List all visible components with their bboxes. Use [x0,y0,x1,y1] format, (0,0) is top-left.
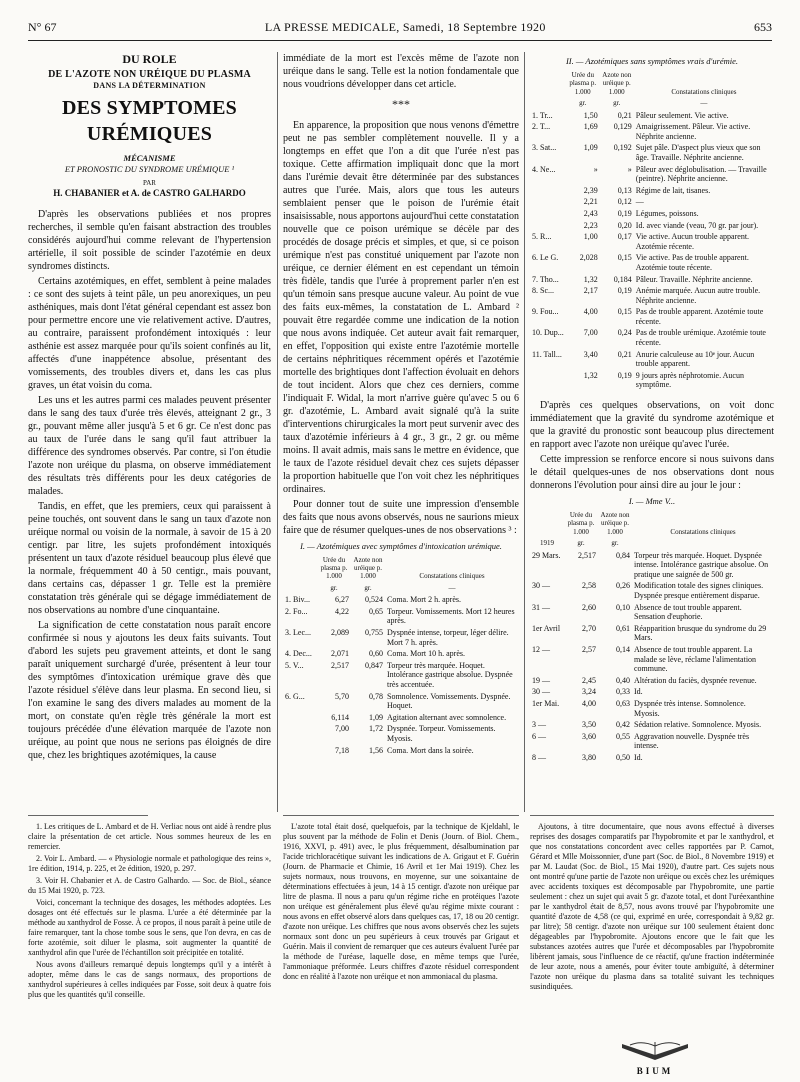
clinical-cell: Absence de tout trouble apparent. Sensation d'euphorie. [634,602,742,622]
value-cell: 6,114 [331,712,349,722]
table-row [283,594,519,606]
patient-cell: 5. V... [285,660,304,670]
column-2 [283,52,519,812]
value-cell: 0,78 [369,691,383,701]
patient-cell: 1. Tr... [532,110,553,120]
patient-cell: 6. G... [285,691,305,701]
value-cell: 0,26 [616,581,630,591]
value-cell: 0,184 [613,274,632,284]
clinical-cell: Id. avec viande (veau, 70 gr. par jour). [635,220,759,230]
clinical-cell: Dyspnée très intense. Somnolence. Myosis. [634,698,746,718]
table-row [530,752,774,764]
clinical-cell: Torpeur très marquée. Hoquet. Dyspnée intense. Intolérance gastrique absolue. On pratique une saignée de 500 gr. [634,550,769,579]
clinical-cell: Somnolence. Vomissements. Dyspnée. Hoquet. [387,691,511,711]
table-header-cell: Azote non uréique p. 1.000 [600,511,630,536]
table-row [530,731,774,752]
value-cell: 0,21 [617,110,632,120]
clinical-cell: Vie active. Aucun trouble apparent. Azotémie récente. [635,232,750,251]
value-cell: 4,00 [582,698,596,708]
issue-number: N° 67 [28,20,57,34]
patient-cell: 3. Lec... [285,627,311,637]
table-unit-cell: — [700,99,708,108]
page-number: 653 [753,20,772,34]
value-cell: 2,517 [578,550,596,560]
paragraph: Cette impression se renforce encore si nous suivons dans le détail quelques-unes de nos observations dont nous donnerons l'évolution pour ainsi dire au jour le jour : [530,454,774,492]
clinical-cell: Régime de lait, tisanes. [635,185,711,195]
footnote: Ajoutons, à titre documentaire, que nous avons effectué à diverses reprises des dosages comparatifs par l'hypobromite et par le xanthydrol, et que nos constatations concordent avec celles rapportées par P. Carnot, Gérard et Mlle Moissonnier, d'une part (Soc. de Biol., 8 Novembre 1919) et par M. Laudat (Soc. de Biol., 15 Mai 1920), d'autre part. Ces sujets nous ont montré qu'une partie de l'azote non uréique ou excès chez les urémiques avec accidents toxiques est décomposable par l'hypobromite, une partie seulement : chez un sujet qui avait 5 gr. d'azote total, et dont l'uréexanthine par le xanthydrol était de 8,57, nous avons trouvé par l'hypobromite une quantité d'azote de 4,58 (ce qui, exprimé en urée, correspondait à 9,82 gr. par litre); 58 centigr. d'azote non uréique sur 100 seulement étaient donc dégageables par l'hypobromite. Ajoutons encore que le fait que les substances azotées autres que l'urée et décomposables par l'hypobromite libèrent jamais, sous l'influence de ce réactif, qu'une fraction indéterminée de leur azote, nous a amenés, pour éviter toute ambiguïté, à déterminer l'azote non uréique du plasma dans sa totalité suivant les techniques susindiquées. [530,822,774,991]
clinical-cell: Légumes, poissons. [635,208,699,218]
table-row [530,675,774,687]
value-cell: 7,00 [583,328,598,338]
clinical-cell: Torpeur très marquée. Hoquet. Intolérance gastrique absolue. Dyspnée très accentuée. [387,660,513,689]
clinical-cell: Pâleur. Travaille. Néphrite ancienne. [635,274,753,284]
value-cell: 2,517 [331,660,349,670]
patient-cell: 2. T... [532,122,551,132]
value-cell: 7,18 [335,745,349,755]
subtitle-1: MÉCANISME [123,152,176,163]
clinical-cell: Pâleur avec déglobulisation. — Travaille (peintre). Néphrite ancienne. [635,164,767,184]
patient-cell: 4. Ne... [532,164,556,174]
table-row [530,231,774,252]
table-row [530,370,774,391]
table-row [530,550,774,581]
value-cell: 1,72 [369,724,383,734]
value-cell: 1,32 [583,370,598,380]
value-cell: 3,24 [582,687,596,697]
value-cell: 0,65 [369,606,383,616]
clinical-cell: Altération du faciès, dyspnée revenue. [634,675,757,685]
clinical-cell: Coma. Mort 10 h. après. [387,649,465,659]
value-cell: 1,32 [583,274,598,284]
patient-cell: 30 — [532,581,550,591]
table-header-cell [530,511,564,538]
patient-cell: 1er Avril [532,623,561,633]
patient-cell: 2. Fo... [285,606,308,616]
logo-text: BIUM [636,1066,674,1076]
value-cell: 0,61 [616,623,630,633]
table-units-row [283,583,519,594]
by-line: PAR [143,179,156,188]
clinical-cell: Sujet pâle. D'aspect plus vieux que son âge. Travaille. Néphrite ancienne. [635,143,761,162]
paragraph: Les uns et les autres parmi ces malades peuvent présenter dans le sang des taux d'urée très élevés, atteignant 2 gr., 3 gr., pouvant même aller jusqu'à 5 et 6 gr. Ce n'est donc pas au taux de l'urée dans le sang qu'il faut attribuer la différence des syndromes observés. Par contre, si l'on étudie l'azote non uréique du plasma, on observe immédiatement des résultats très différents pour les deux catégories de malades. [28,394,271,497]
patient-cell: 7. Tho... [532,274,559,284]
value-cell: 3,60 [582,731,596,741]
value-cell: 0,14 [616,645,630,654]
table-units-row [530,538,774,549]
table-unit-cell [530,98,566,109]
footnote: 2. Voir L. Ambard. — « Physiologie normale et pathologique des reins », 1re édition, 1914, p. 225, et 2e édition, 1920, p. 297. [28,854,271,873]
table-row [283,723,519,744]
title-line-1: DU ROLE [122,52,177,66]
value-cell: 2,57 [582,645,596,654]
value-cell: 0,20 [617,220,632,230]
table-row [283,745,519,757]
patient-cell: 11. Tall... [532,349,562,359]
table-unit-cell [632,538,774,549]
paragraph: D'après les observations publiées et nos propres recherches, il semble qu'en faisant abstraction des troubles considérés aujourd'hui comme relevant de l'hypertension artérielle, il soit possible de scinder l'azotémie en deux syndromes distincts. [28,208,271,272]
clinical-cell: Agitation alternant avec somnolence. [387,712,507,722]
value-cell: 1,00 [583,232,598,242]
patient-cell: 3 — [532,720,546,730]
table-row [530,110,774,122]
value-cell: 0,84 [616,550,630,560]
clinical-cell: Anémie marquée. Aucun autre trouble. Néphrite ancienne. [635,286,761,305]
table-row [530,623,774,644]
value-cell: 2,071 [331,649,349,659]
patient-cell: 19 — [532,675,550,685]
clinical-cell: Id. [634,687,643,697]
column-divider [524,52,525,812]
table-3 [530,511,774,763]
patient-cell: 29 Mars. [532,550,561,560]
value-cell: 0,24 [617,328,632,338]
clinical-cell: Id. [634,752,643,762]
value-cell: 0,847 [365,660,383,670]
clinical-cell: Sédation relative. Somnolence. Myosis. [634,720,762,730]
table-header-cell [283,556,317,583]
paragraph: D'après ces quelques observations, on voit donc immédiatement que la gravité du syndrome azotémique et que la gravité du pronostic sont beaucoup plus directement en rapport avec l'azote non uréique qu'avec l'urée. [530,400,774,451]
table-2 [530,71,774,391]
footnote: 1. Les critiques de L. Ambard et de H. Verliac nous ont aidé à rendre plus claire la présentation de cet article. Nous sommes heureux de les en remercier. [28,822,271,851]
value-cell: 0,21 [617,349,632,359]
table-header-cell: Constatations cliniques [670,527,736,536]
table-row [530,220,774,232]
value-cell: 2,17 [583,286,598,296]
table-row [530,686,774,698]
value-cell: 3,40 [583,349,598,359]
patient-cell: 4. Dec... [285,649,312,659]
value-cell: 0,129 [613,122,632,132]
value-cell: 0,13 [617,185,632,195]
paragraph: En apparence, la proposition que nous venons d'émettre peut ne pas sembler complètement nouvelle. Il y a longtemps en effet que l'on a dit que l'urée n'est pas toxique. Cette affirmation impliquait donc que la mort dans l'urémie devait être déterminée par des substances autres que l'urée. Mais, alors que tous les auteurs semblaient penser que le poison de l'urémie était insaisissable, nous apportons aujourd'hui cette constatation nouvelle que ce poison urémique se décèle par des procédés de dosage précis et simples, et que, si ce poison urémique n'est pas constitué uniquement par l'azote non uréique, ce dernier élément en est cependant un témoin très fidèle, tandis que l'urée à proprement parler n'en est qu'un témoin sans presque aucune valeur. Au point de vue des faits eux-mêmes, la constatation de L. Ambard ² pouvait être regardée comme une indication de la notion que nous avons indiquée. Cet auteur avait fait remarquer, en effet, l'opposition qui existe entre l'azotémie mortelle de certains néphritiques récemment opérés et l'azotémie mortelle des brightiques dont l'affection évoluait en dehors de tout incident. Alors que chez ces derniers, comme l'indiquait F. Widal, la mort n'arrive guère qu'avec 5 ou 6 gr. d'azotémie, L. Ambard avait signalé qu'à la suite d'interventions chirurgicales la mort peut survenir avec des taux d'azotémie inférieurs à 4 gr., 3 gr., 2 gr. ou même moins. Il avait admis, mais sans le mettre en évidence, que le taux de l'azote résiduel devait chez ces sujets dépasser la proportion habituelle que l'on voit chez les néphritiques ordinaires. [283,119,519,495]
article-title-block [28,52,271,200]
table-row [530,208,774,220]
patient-cell: 30 — [532,687,550,697]
value-cell: 1,09 [583,143,598,153]
table-row [530,644,774,675]
table-1 [283,556,519,756]
value-cell: 0,17 [617,232,632,242]
patient-cell [530,196,566,208]
clinical-cell: — [635,197,644,207]
clinical-cell: Réapparition brusque du syndrome du 29 Mars. [634,623,767,643]
footnotes-column-1 [28,822,271,1072]
table-unit-cell: gr. [330,583,338,592]
table-units-row [530,98,774,109]
value-cell: 4,00 [583,307,598,317]
table-unit-cell: 1919 [540,539,554,548]
clinical-cell: Anurie calculeuse au 10ᵉ jour. Aucun trouble apparent. [635,349,755,369]
patient-cell: 10. Dup... [532,328,564,338]
clinical-cell: Dyspnée intense, torpeur, léger délire. Mort 7 h. après. [387,627,509,647]
value-cell: 0,12 [617,197,632,207]
table-row [530,306,774,327]
value-cell: 3,80 [582,752,596,762]
footnote: Nous avons d'ailleurs remarqué depuis longtemps qu'il y a intérêt à adopter, même dans le cas de sangs normaux, des proportions de xanthydrol supérieures à celles indiquées par Fosse, soit deux à quatre fois plus que les quantités qu'il conseille. [28,960,271,999]
table-row [530,580,774,601]
table-row [283,648,519,660]
patient-cell: 8. Sc... [532,286,554,296]
value-cell: 0,10 [616,602,630,612]
value-cell: 5,70 [335,691,349,701]
table-row [530,164,774,185]
value-cell: 1,50 [583,110,598,120]
value-cell: 0,50 [616,752,630,762]
table-unit-cell: gr. [364,583,372,592]
table-row [530,698,774,719]
title-line-3: DANS LA DÉTERMINATION [93,80,206,90]
article-main-title: DES SYMPTOMES URÉMIQUES [61,96,238,145]
table-2-title: II. — Azotémiques sans symptômes vrais d'urémie. [565,56,739,66]
value-cell: 2,58 [582,581,596,591]
patient-cell: 1er Mai. [532,698,560,708]
section-separator: *** [392,97,410,111]
patient-cell: 12 — [532,645,550,654]
patient-cell: 6. Le G. [532,253,559,263]
paragraph: Certains azotémiques, en effet, semblent à peine malades : ce sont des sujets à teint pâle, un peu anorexiques, un peu asthéniques, mais dont l'état général cependant est assez bon pour permettre encore une vie relativement active. D'autres, au contraire, paraissent profondément intoxiqués : leur asthénie est assez marquée pour qu'ils soient confinés au lit, affectés d'une inappétence absolue, présentant des vomissements, des troubles divers et, dans les cas plus graves, un état voisin du coma. [28,275,271,391]
table-header-cell: Azote non uréique p. 1.000 [602,71,632,96]
value-cell: 7,00 [335,724,349,734]
table-1-title: I. — Azotémiques avec symptômes d'intoxication urémique. [300,540,502,551]
clinical-cell: Coma. Mort 2 h. après. [387,595,461,605]
footnote: Voici, concernant la technique des dosages, les méthodes adoptées. Les dosages ont été effectués sur le plasma. L'urée a été déterminée par la méthode au xanthydrol de Fosse. À ce propos, il nous paraît à peine utile de faire remarquer, tant la chose tombe sous le sens, que l'on devra, en cas de forte azotémie, soit diluer le plasma, soit augmenter la quantité de xanthydrol afin que l'urée de l'échantillon soit précipitée en totalité. [28,898,271,957]
book-emblem-icon [610,1040,700,1062]
table-header-cell: Constatations cliniques [419,572,485,581]
value-cell: 1,56 [369,745,383,755]
value-cell: 0,19 [617,208,632,218]
patient-cell [530,370,566,391]
table-row [530,252,774,273]
table-3-title: I. — Mme V... [628,496,676,507]
table-header-cell: Urée du plasma p. 1.000 [569,71,597,96]
table-unit-cell: gr. [579,99,587,108]
value-cell: 0,15 [617,307,632,317]
patient-cell [283,723,317,744]
clinical-cell: Amaigrissement. Pâleur. Vie active. Néphrite ancienne. [635,122,751,141]
clinical-cell: Pas de trouble urémique. Azotémie toute récente. [635,328,766,348]
table-row [530,196,774,208]
value-cell: 0,192 [613,143,632,153]
value-cell: 2,70 [582,623,596,633]
column-1 [28,52,271,812]
patient-cell: 6 — [532,731,546,741]
clinical-cell: Aggravation nouvelle. Dyspnée très intense. [634,731,750,751]
patient-cell [530,185,566,197]
table-header-cell [530,71,566,98]
clinical-cell: Pâleur seulement. Vie active. [635,110,729,120]
table-row [283,606,519,627]
value-cell: » [627,164,632,174]
table-unit-cell: gr. [611,539,619,548]
table-row [530,142,774,163]
value-cell: 2,028 [579,253,598,263]
table-row [530,274,774,286]
patient-cell [530,208,566,220]
header-rule [28,40,772,41]
patient-cell: 31 — [532,602,550,612]
clinical-cell: Absence de tout trouble apparent. La malade se lève, réclame l'alimentation commune. [634,645,757,674]
subtitle-2: ET PRONOSTIC DU SYNDROME URÉMIQUE ¹ [64,164,235,175]
table-row [530,327,774,348]
table-unit-cell [283,583,317,594]
table-header-cell: Azote non uréique p. 1.000 [353,555,383,581]
bium-logo [610,1040,700,1078]
table-unit-cell: gr. [613,99,621,108]
authors: H. CHABANIER et A. de CASTRO GALHARDO [53,188,246,199]
value-cell: 1,09 [369,712,383,722]
value-cell: 0,524 [365,595,383,605]
value-cell: 0,33 [616,687,630,697]
value-cell: » [593,164,598,174]
footnote-rule [530,815,774,816]
value-cell: 2,089 [331,627,349,637]
journal-title: LA PRESSE MEDICALE, Samedi, 18 Septembre 1920 [264,20,546,34]
value-cell: 0,63 [616,698,630,708]
patient-cell: 8 — [532,752,546,762]
table-header-cell: Urée du plasma p. 1.000 [320,555,348,581]
paragraph: Pour donner tout de suite une impression d'ensemble des faits que nous avons observés, nous ne saurions mieux faire que de résumer quelques-unes de nos observations ³ : [283,498,519,536]
value-cell: 4,22 [335,606,349,616]
value-cell: 2,45 [582,675,596,685]
column-3 [530,52,774,812]
value-cell: 0,42 [616,720,630,730]
table-row [530,602,774,623]
footnote: L'azote total était dosé, quelquefois, par la technique de Kjeldahl, le plus souvent par la méthode de Folin et Denis (Journ. of Biol. Chem., 1916, XXVI, p. 491) avec, le plus fréquemment, désalbumination par l'acide trichloracétique suivant les indications de A. Grigaut et F. Guérin (Journ. de Pharmacie et Chimie, 16 Avril et 1er Mai 1919). Chez les sujets normaux, nous trouvons, en moyenne, sur une soixantaine de déterminations effectuées à jeun, 14 à 15 centigr. d'azote non uréique par litre de plasma. Il nous a paru qu'un régime riche en protéiques l'azote non uréique est généralement plus élevé qu'au régime mixte courant : nous avons en effet observé alors dans quelques cas, 17, 18 ou 20 centigr. d'azote non uréique. Les chiffres que nous avons observés chez les sujets normaux sont donc un peu supérieurs à ceux trouvés par Grigaut et Guérin. Mais il convient de remarquer que ces auteurs évaluent l'urée par la méthode de l'uréase, laquelle dose, en même temps que l'urée, l'ammoniaque préformée. Leurs chiffres d'azote résiduel correspondent donc en réalité à l'azote non uréique et non ammoniacal du plasma. [283,822,519,981]
patient-cell: 1. Biv... [285,595,311,605]
patient-cell: 9. Fou... [532,307,559,317]
value-cell: 2,43 [583,208,598,218]
table-row [283,691,519,712]
value-cell: 3,50 [582,720,596,730]
value-cell: 0,60 [369,649,383,659]
value-cell: 0,19 [617,286,632,296]
paragraph: Tandis, en effet, que les premiers, ceux qui paraissent à peine touchés, ont souvent dans le sang un taux d'azote non uréique normal ou voisin de la normale, à savoir de 15 à 20 centigr. par litre, les sujets profondément intoxiqués présentent un taux d'azote résiduel beaucoup plus élevé que la normale, fréquemment 40 à 50 centigr., mais pouvant, dans certains cas, dépasser 1 gr. Telle est la première constatation très générale qui se dégage immédiatement de nos observations au nombre d'une cinquantaine. [28,500,271,616]
patient-cell: 5. R... [532,232,552,242]
footnotes-column-3 [530,822,774,1032]
table-row [283,627,519,648]
value-cell: 0,55 [616,731,630,741]
value-cell: 1,69 [583,122,598,132]
clinical-cell: Coma. Mort dans la soirée. [387,745,474,755]
table-row [530,185,774,197]
value-cell: 0,15 [617,253,632,263]
table-row [530,349,774,370]
value-cell: 2,39 [583,185,598,195]
paragraph: La signification de cette constatation nous paraît encore confirmée si nous y ajoutons les deux faits suivants. Tout d'abord les sujets peu gravement atteints, et dont le sang paraît uniquement surchargé d'urée, présentent à leur tour des symptômes d'intoxication urémique grave dès que l'azote résiduel s'élève dans leur plasma. En second lieu, si l'on examine le sang des divers malades au moment de la mort, on constate qu'en règle très générale la mort est toujours précédée d'une élévation marquée de l'azote non uréique, au point que nous ne serions pas éloignés de dire que, chez les brightiques azotémiques, la cause [28,619,271,761]
page-header [28,20,772,38]
table-row [283,712,519,724]
table-unit-cell: gr. [577,539,585,548]
patient-cell [283,745,317,757]
footnote-rule [283,815,519,816]
patient-cell [530,220,566,232]
value-cell: 2,60 [582,602,596,612]
value-cell: 2,21 [583,197,598,207]
table-header-cell: Constatations cliniques [671,87,737,96]
column-divider [277,52,278,812]
clinical-cell: Vie active. Pas de trouble apparent. Azotémie toute récente. [635,253,749,272]
clinical-cell: Torpeur. Vomissements. Mort 12 heures après. [387,606,515,626]
patient-cell [283,712,317,724]
clinical-cell: Dyspnée. Torpeur. Vomissements. Myosis. [387,724,496,743]
clinical-cell: Pas de trouble apparent. Azotémie toute récente. [635,307,764,326]
table-row [283,660,519,691]
title-line-2: DE L'AZOTE NON URÉIQUE DU PLASMA [48,68,251,80]
footnote-rule [28,815,148,816]
value-cell: 0,19 [617,370,632,380]
value-cell: 6,27 [335,595,349,605]
table-unit-cell: — [448,583,456,592]
value-cell: 0,755 [365,627,383,637]
patient-cell: 3. Sat... [532,143,557,153]
value-cell: 2,23 [583,220,598,230]
footnotes-column-2 [283,822,519,1072]
table-row [530,719,774,731]
table-row [530,285,774,306]
clinical-cell: Modification totale des signes cliniques. Dyspnée presque entièrement disparue. [634,581,764,601]
table-row [530,121,774,142]
table-header-cell: Urée du plasma p. 1.000 [567,511,595,536]
paragraph: immédiate de la mort est l'excès même de l'azote non uréique dans le sang. Telle est la notion fondamentale que nous voudrions développer dans cet article. [283,53,519,90]
value-cell: 0,40 [616,675,630,685]
footnote: 3. Voir H. Chabanier et A. de Castro Galhardo. — Soc. de Biol., séance du 15 Mai 1920, p. 723. [28,876,271,895]
clinical-cell: 9 jours après néphrotomie. Aucun symptôme. [635,370,744,390]
